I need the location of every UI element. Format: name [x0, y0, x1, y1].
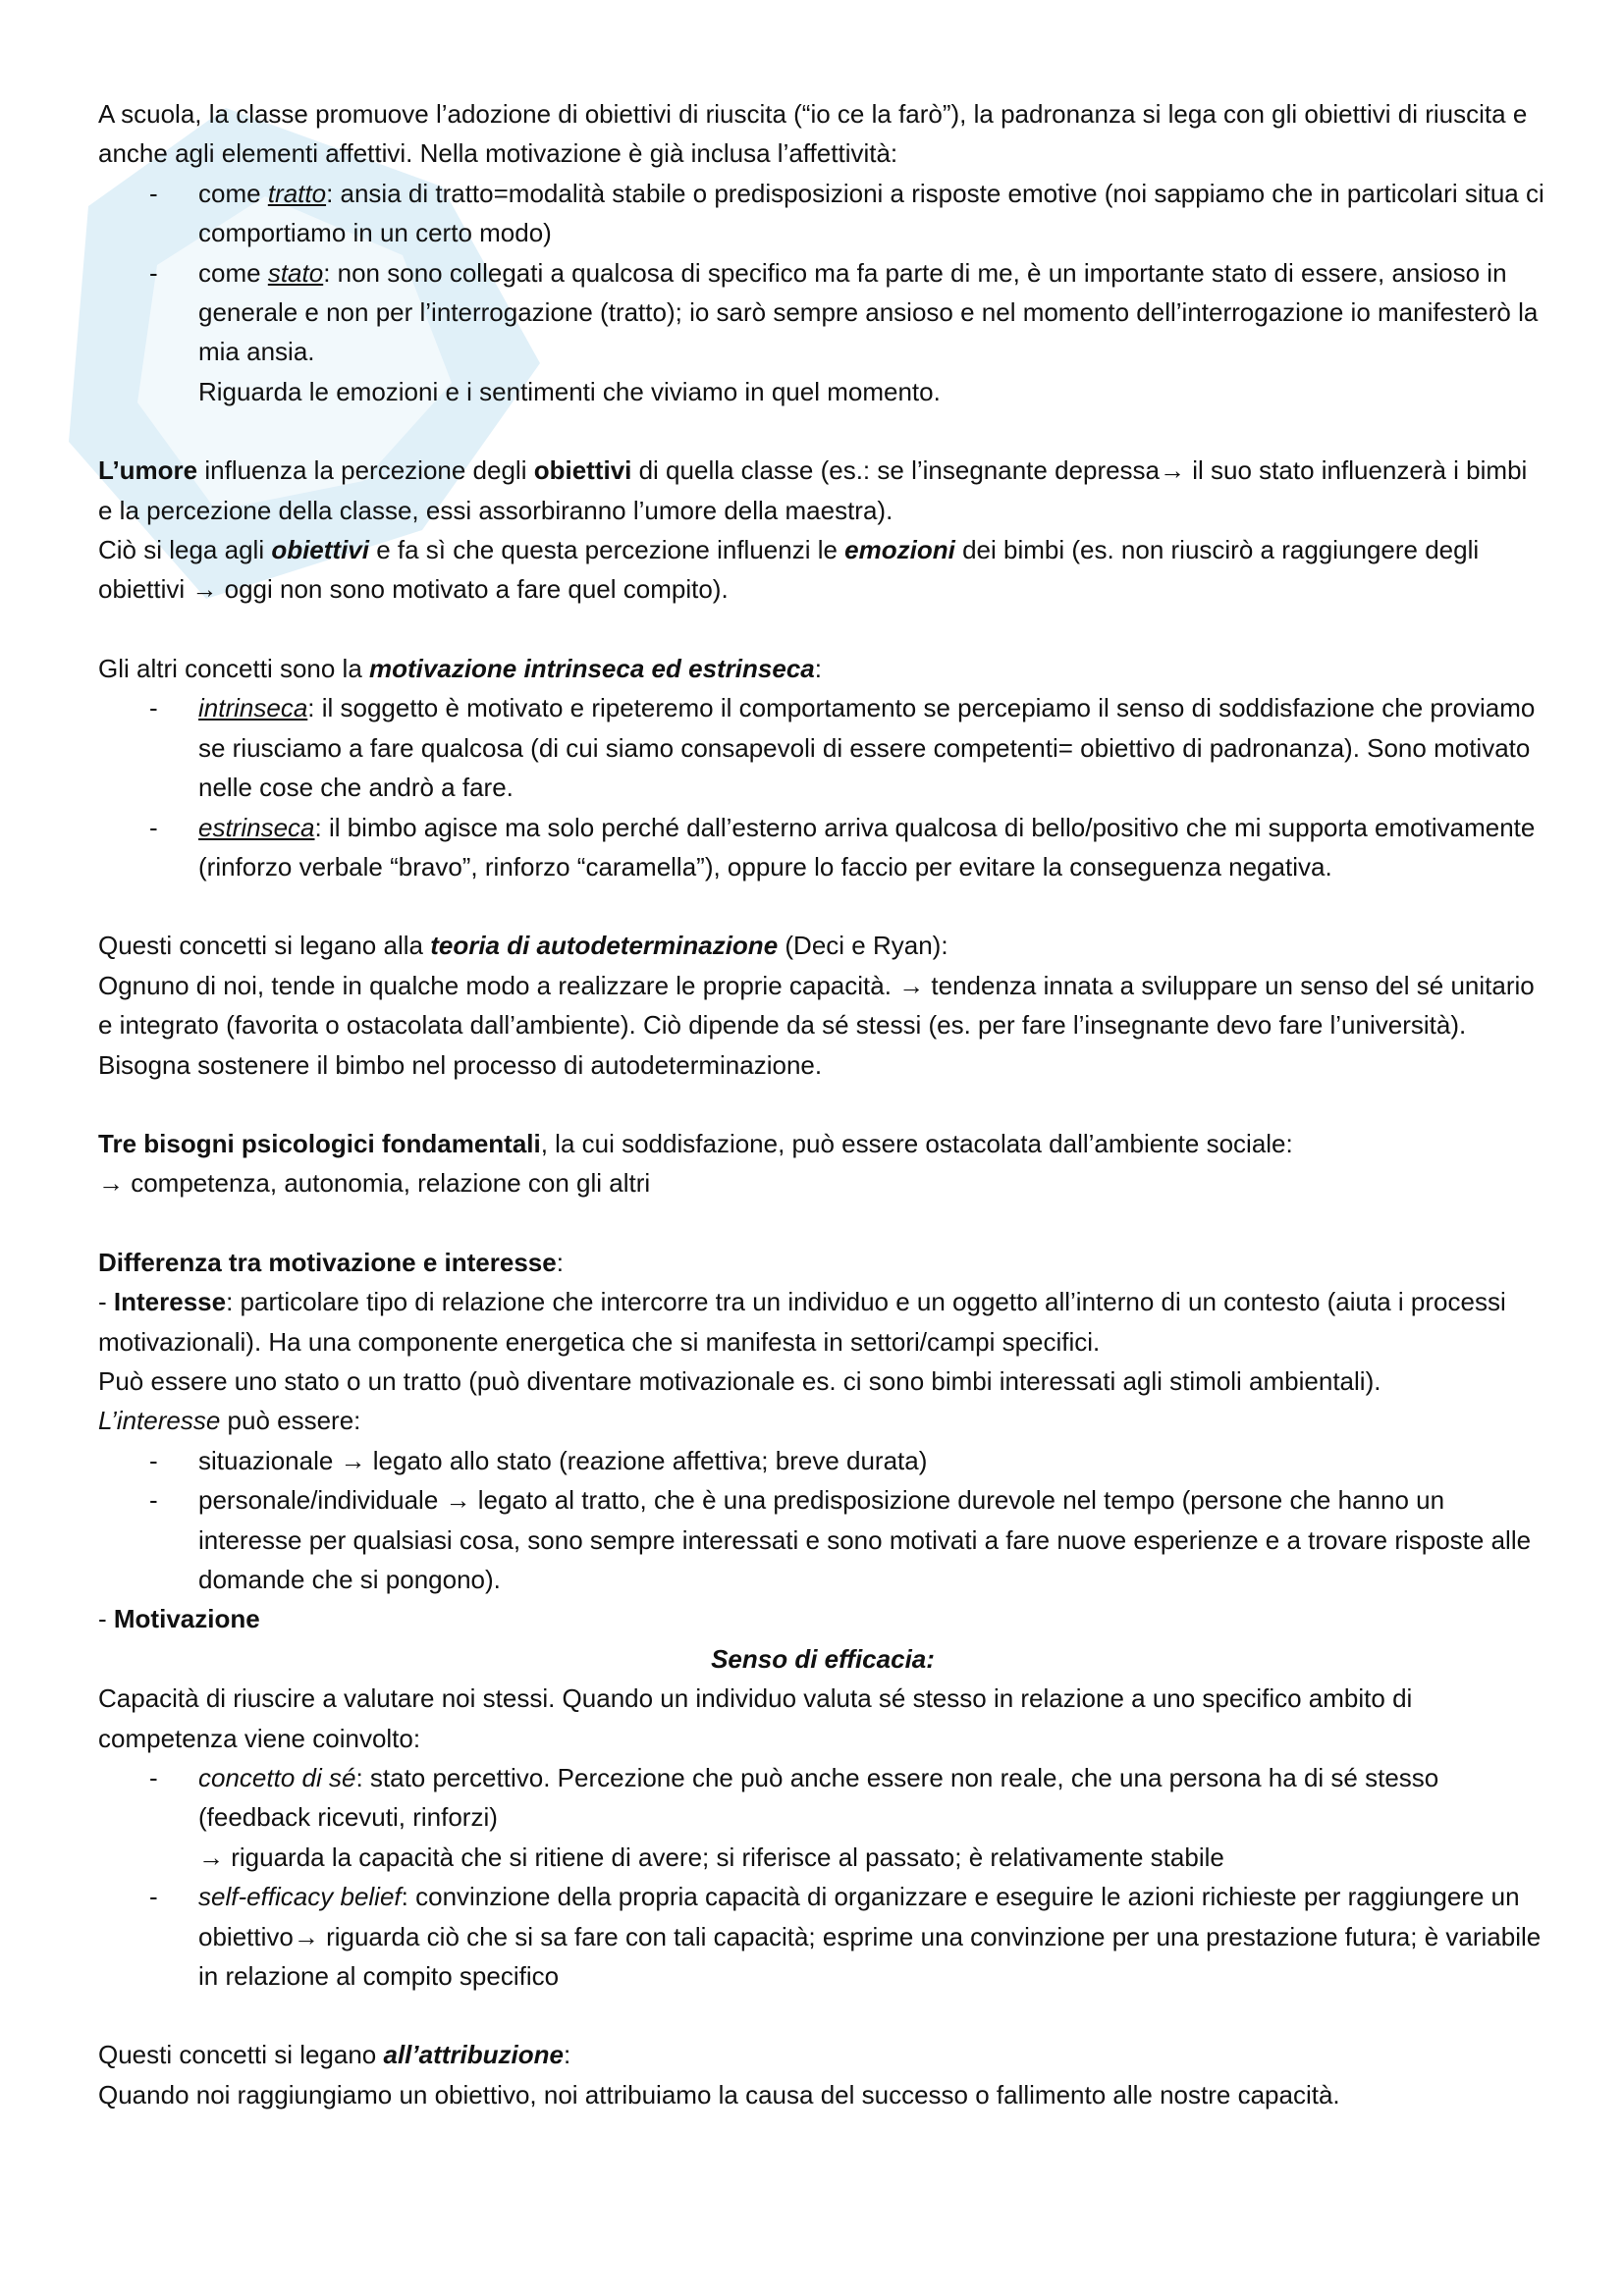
paragraph: A scuola, la classe promuove l’adozione di obiettivi di riuscita (“io ce la farò”), la padronanza si lega con gli obiettivi di riuscita e anche agli elementi affettivi. Nella motivazione è già inclusa l’affettività:	[98, 99, 1528, 169]
bold-term: obiettivi	[533, 455, 632, 486]
paragraph	[98, 1124, 1547, 1163]
paragraph: Può essere uno stato o un tratto (può diventare motivazionale es. ci sono bimbi interessati agli stimoli ambientali).	[98, 1365, 1381, 1396]
bold-term: all’attribuzione	[383, 2040, 564, 2070]
text: Questi concetti si legano alla	[98, 931, 431, 961]
term: tratto	[267, 178, 327, 208]
list-item: - personale/individuale → legato al tratto, che è una predisposizione durevole nel tempo (persone che hanno un interesse per qualsiasi cosa, sono sempre interessati e sono motivati a fare nuove esperienze e a trovare risposte alle domande che si pongono).	[98, 1480, 1547, 1599]
bold-term: emozioni	[844, 535, 955, 565]
paragraph: Ognuno di noi, tende in qualche modo a realizzare le proprie capacità. → tendenza innata a sviluppare un senso del sé unitario e integrato (favorita o ostacolata dall’ambiente). Ciò dipende da sé stessi (es. per fare l’insegnante devo fare l’università). Bisogna sostenere il bimbo nel processo di autodeterminazione.	[98, 970, 1535, 1080]
bold-term: teoria di autodeterminazione	[430, 931, 779, 961]
paragraph	[98, 1243, 1547, 1282]
section-umore	[98, 451, 1547, 610]
section-affettivita	[98, 94, 1547, 411]
bold-term: motivazione intrinseca ed estrinseca	[369, 653, 815, 683]
list-item	[98, 1877, 1547, 1996]
paragraph: Capacità di riuscire a valutare noi stessi. Quando un individuo valuta sé stesso in relazione a uno specifico ambito di competenza viene coinvolto:	[98, 1683, 1413, 1753]
paragraph	[98, 649, 1547, 688]
text: : il soggetto è motivato e ripeteremo il comportamento se percepiamo il senso di soddisfazione che proviamo se riusciamo a fare qualcosa (di cui siamo consapevoli di essere competenti= obiettivo di padronanza). Sono motivato nelle cose che andrò a fare.	[198, 693, 1536, 803]
text: come	[198, 257, 268, 288]
section-bisogni	[98, 1124, 1547, 1203]
text: come	[198, 178, 268, 208]
bold-term: Interesse	[113, 1287, 227, 1317]
list-item	[98, 253, 1547, 412]
text: Gli altri concetti sono la	[98, 653, 370, 683]
section-heading	[98, 1639, 1547, 1679]
text: : convinzione della propria capacità di organizzare e eseguire le azioni richieste per raggiungere un obiettivo→ riguarda ciò che si sa fare con tali capacità; esprime una convinzione per una prestazione futura; è variabile in relazione al compito specifico	[198, 1882, 1542, 1992]
text: Ciò si lega agli	[98, 535, 272, 565]
text: : non sono collegati a qualcosa di specifico ma fa parte di me, è un importante stato di essere, ansioso in generale e non per l’interrogazione (tratto); io sarò sempre ansioso e nel momento dell’interrogazione io manifesterò la mia ansia.	[198, 257, 1539, 367]
text: : particolare tipo di relazione che intercorre tra un individuo e un oggetto all’interno di un contesto (aiuta i processi motivazionali). Ha una componente energetica che si manifesta in settori/campi specifici.	[98, 1287, 1506, 1357]
text: (Deci e Ryan):	[778, 931, 948, 961]
paragraph	[98, 2035, 1547, 2074]
text: può essere:	[220, 1406, 361, 1436]
bullet-list	[98, 174, 1547, 411]
text: → riguarda la capacità che si ritiene di avere; si riferisce al passato; è relativamente stabile	[198, 1842, 1224, 1872]
list-item	[98, 688, 1547, 807]
bold-term: Differenza tra motivazione e interesse	[98, 1247, 557, 1277]
section-motivazione	[98, 649, 1547, 886]
list-item	[98, 1758, 1547, 1877]
term: intrinseca	[198, 693, 308, 723]
bold-term: L’umore	[98, 455, 198, 486]
bold-term: Motivazione	[113, 1604, 260, 1634]
list-item	[98, 174, 1547, 253]
bold-term: obiettivi	[271, 535, 369, 565]
text: :	[814, 653, 822, 683]
list-item	[98, 808, 1547, 887]
text: : il bimbo agisce ma solo perché dall’esterno arriva qualcosa di bello/positivo che mi supporta emotivamente (rinforzo verbale “bravo”, rinforzo “caramella”), oppure lo faccio per evitare la conseguenza negativa.	[198, 812, 1536, 881]
paragraph: → competenza, autonomia, relazione con gli altri	[98, 1168, 651, 1199]
paragraph	[98, 1401, 1547, 1440]
text: Riguarda le emozioni e i sentimenti che viviamo in quel momento.	[198, 376, 941, 406]
paragraph	[98, 1599, 1547, 1638]
italic-term: concetto di sé	[198, 1763, 356, 1793]
text: :	[563, 2040, 571, 2070]
bullet-list	[98, 1441, 1547, 1600]
text: :	[556, 1247, 564, 1277]
heading-text: Senso di efficacia:	[711, 1643, 935, 1674]
paragraph	[98, 451, 1547, 530]
text: di quella classe (es.: se l’insegnante depressa→ il suo stato influenzerà i bimbi e la percezione della classe, essi assorbiranno l’umore della maestra).	[98, 455, 1528, 525]
bullet-list	[98, 688, 1547, 886]
text: -	[98, 1604, 114, 1634]
italic-term: L’interesse	[98, 1406, 221, 1436]
paragraph	[98, 1282, 1547, 1362]
paragraph	[98, 926, 1547, 965]
text: : stato percettivo. Percezione che può anche essere non reale, che una persona ha di sé stesso (feedback ricevuti, rinforzi)	[198, 1763, 1439, 1833]
section-interesse	[98, 1243, 1547, 1639]
term: estrinseca	[198, 812, 315, 842]
list-item: - situazionale → legato allo stato (reazione affettiva; breve durata)	[98, 1441, 1547, 1480]
text: : ansia di tratto=modalità stabile o predisposizioni a risposte emotive (noi sappiamo che in particolari situa ci comportiamo in un certo modo)	[198, 178, 1544, 248]
paragraph	[98, 530, 1547, 610]
section-attribuzione	[98, 2035, 1547, 2114]
text: dei bimbi (es. non riuscirò a raggiungere degli obiettivi → oggi non sono motivato a fare quel compito).	[98, 535, 1480, 605]
italic-term: self-efficacy belief	[198, 1882, 402, 1912]
text: influenza la percezione degli	[197, 455, 534, 486]
bullet-list	[98, 1758, 1547, 1996]
paragraph: Quando noi raggiungiamo un obiettivo, noi attribuiamo la causa del successo o fallimento alle nostre capacità.	[98, 2079, 1340, 2109]
section-autodeterminazione	[98, 926, 1547, 1085]
text: , la cui soddisfazione, può essere ostacolata dall’ambiente sociale:	[540, 1128, 1293, 1158]
term: stato	[267, 257, 324, 288]
document-page	[98, 94, 1547, 2114]
text: -	[98, 1287, 114, 1317]
text: e fa sì che questa percezione influenzi le	[368, 535, 845, 565]
bold-term: Tre bisogni psicologici fondamentali	[98, 1128, 541, 1158]
text: Questi concetti si legano	[98, 2040, 384, 2070]
section-efficacia	[98, 1639, 1547, 1997]
